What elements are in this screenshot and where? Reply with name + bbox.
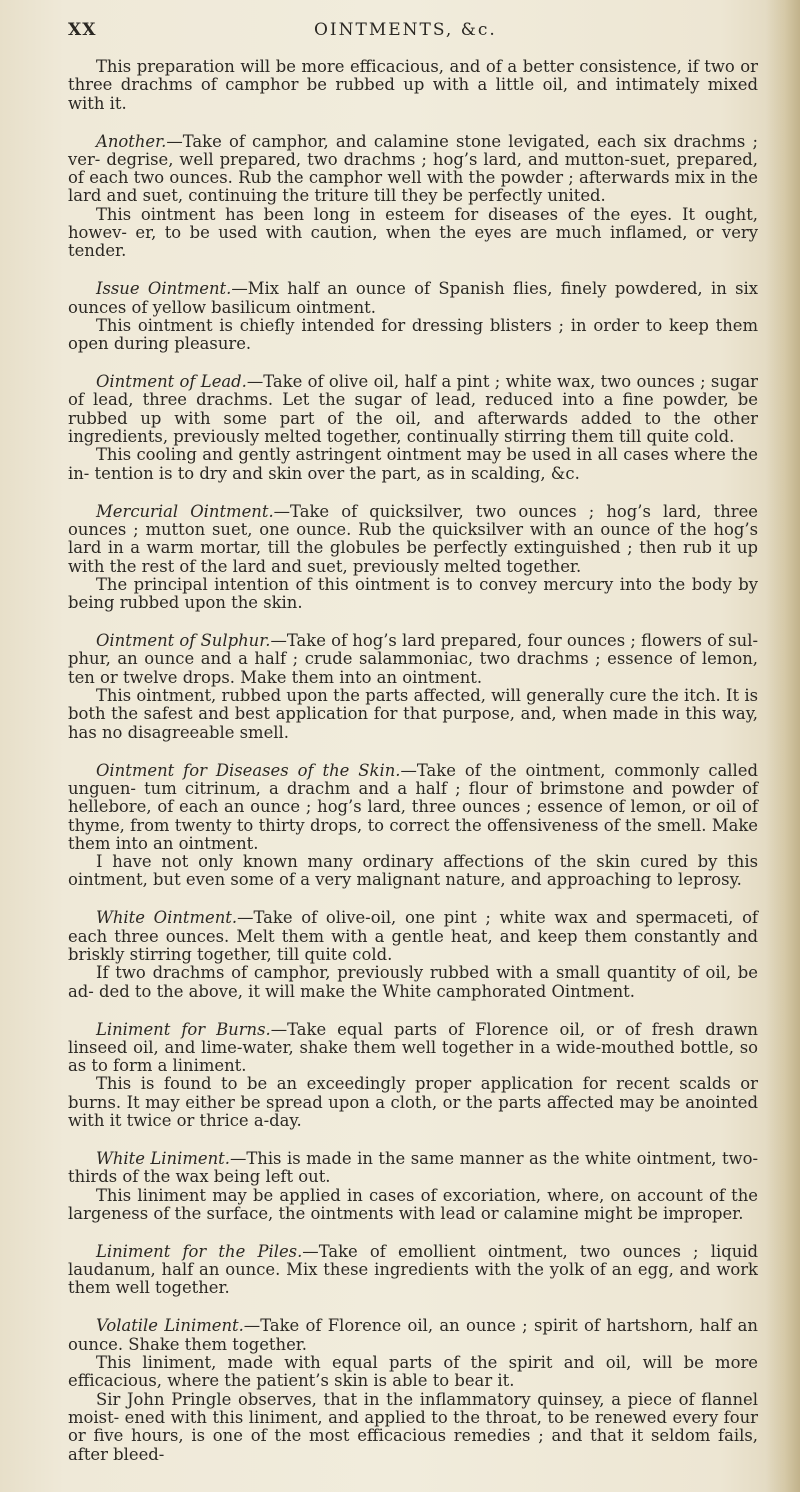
entry-text: This is found to be an exceedingly proper application for recent scalds or burns. It may either be spread upon a cloth, or the parts affected may be anointed with it twice or thrice a-day. — [68, 1074, 758, 1131]
page-number: XX — [68, 20, 97, 40]
entry-text: This cooling and gently astringent ointment may be used in all cases where the in- tention is to dry and skin over the part, as in scalding, &c. — [68, 445, 758, 483]
entry-text: This liniment may be applied in cases of excoriation, where, on account of the largeness of the surface, the ointments with lead or calamine might be improper. — [68, 1185, 758, 1223]
entry-note-paragraph — [68, 1354, 758, 1391]
entry-title: Volatile Liniment. — [96, 1316, 244, 1336]
entry-note-paragraph — [68, 576, 758, 613]
entry-paragraph — [68, 133, 758, 206]
entry-paragraph — [68, 632, 758, 687]
entry-text: —Take of olive-oil, one pint ; white wax and spermaceti, of each three ounces. Melt them with a gentle heat, and keep them constantly and briskly stirring together, till quite cold. — [68, 908, 759, 964]
entry-paragraph — [68, 1021, 758, 1076]
entry-paragraph — [68, 1150, 758, 1187]
recipe-entry — [68, 1150, 758, 1223]
entry-note-paragraph — [68, 1075, 758, 1130]
entry-paragraph — [68, 762, 758, 854]
entry-paragraph — [68, 1317, 758, 1354]
recipe-entry — [68, 1021, 758, 1131]
entry-text: This ointment has been long in esteem for diseases of the eyes. It ought, howev- er, to be used with caution, when the eyes are much inflamed, or very tender. — [68, 204, 758, 261]
entry-text: This ointment, rubbed upon the parts affected, will generally cure the itch. It is both the safest and best application for that purpose, and, when made in this way, has no disagreeable smell. — [68, 686, 758, 742]
recipe-entry — [68, 1243, 758, 1298]
entry-note-paragraph — [68, 1391, 758, 1464]
entry-note-paragraph — [68, 317, 758, 354]
entry-title: Issue Ointment. — [96, 279, 232, 299]
entry-text: —Take of quicksilver, two ounces ; hog’s lard, three ounces ; mutton suet, one ounce. Rub the quicksilver with an ounce of the hog’s lard in a warm mortar, till the globules be perfectly extinguished ; then rub it up with the rest of the lard and suet, previously melted together. — [68, 501, 758, 576]
recipe-entry — [68, 1317, 758, 1464]
entry-text: The principal intention of this ointment is to convey mercury into the body by being rubbed upon the skin. — [68, 574, 758, 613]
entry-text: —Take of hog’s lard prepared, four ounces ; flowers of sul- phur, an ounce and a half ; crude salammoniac, two drachms ; essence of lemon, ten or twelve drops. Make them into an ointment. — [68, 631, 758, 687]
entry-title: White Liniment. — [96, 1148, 230, 1168]
entry-text: If two drachms of camphor, previously rubbed with a small quantity of oil, be ad- ded to the above, it will make the White camphorated Ointment. — [68, 963, 758, 1001]
entry-paragraph — [68, 373, 758, 446]
running-head: OINTMENTS, &c. — [314, 20, 497, 40]
recipe-entry — [68, 280, 758, 353]
recipe-entry — [68, 632, 758, 742]
recipe-entry — [68, 373, 758, 483]
page-edge-shadow — [766, 0, 800, 1492]
recipe-entry — [68, 58, 758, 113]
entry-title: Liniment for Burns. — [96, 1019, 271, 1039]
entry-text: —Take equal parts of Florence oil, or of fresh drawn linseed oil, and lime-water, shake them well together in a wide-mouthed bottle, so as to form a liniment. — [68, 1019, 758, 1076]
body-text — [68, 58, 758, 1464]
entry-note-paragraph — [68, 964, 758, 1001]
entry-text: I have not only known many ordinary affections of the skin cured by this ointment, but even some of a very malignant nature, and approaching to leprosy. — [68, 852, 758, 890]
entry-title: Liniment for the Piles. — [96, 1241, 303, 1261]
entry-note-paragraph — [68, 853, 758, 890]
entry-paragraph — [68, 280, 758, 317]
entry-title: Ointment for Diseases of the Skin. — [96, 760, 401, 780]
entry-text: —Take of camphor, and calamine stone levigated, each six drachms ; ver- degrise, well prepared, two drachms ; hog’s lard, and mutton-suet, prepared, of each two ounces. Rub the camphor well with the powder ; afterwards mix in the lard and suet, continuing the triture till they be perfectly united. — [68, 131, 758, 206]
entry-text: —Take of emollient ointment, two ounces ; liquid laudanum, half an ounce. Mix these ingredients with the yolk of an egg, and work them well together. — [68, 1241, 758, 1298]
recipe-entry — [68, 503, 758, 613]
recipe-entry — [68, 133, 758, 261]
entry-text: —Mix half an ounce of Spanish flies, finely powdered, in six ounces of yellow basilicum ointment. — [68, 279, 759, 317]
entry-paragraph — [68, 503, 758, 576]
entry-note-paragraph — [68, 206, 758, 261]
entry-note-paragraph — [68, 1187, 758, 1224]
entry-text: —Take of Florence oil, an ounce ; spirit of hartshorn, half an ounce. Shake them together. — [68, 1316, 758, 1354]
entry-title: White Ointment. — [96, 908, 238, 928]
entry-text: This ointment is chiefly intended for dressing blisters ; in order to keep them open during pleasure. — [68, 315, 758, 354]
entry-note-paragraph — [68, 687, 758, 742]
entry-title: Ointment of Sulphur. — [96, 631, 271, 651]
entry-title: Mercurial Ointment. — [96, 501, 274, 521]
entry-text: This liniment, made with equal parts of the spirit and oil, will be more efficacious, where the patient’s skin is able to bear it. — [68, 1352, 758, 1391]
entry-text: —Take of olive oil, half a pint ; white wax, two ounces ; sugar of lead, three drachms. Let the sugar of lead, reduced into a fine powder, be rubbed up with some part of the oil, and afterwards added to the other ingredients, previously melted together, continually stirring them till quite cold. — [68, 372, 758, 447]
entry-text: —This is made in the same manner as the white ointment, two- thirds of the wax being left out. — [68, 1148, 758, 1187]
recipe-entry — [68, 762, 758, 890]
recipe-entry — [68, 909, 758, 1001]
entry-title: Another. — [96, 131, 167, 151]
entry-paragraph — [68, 58, 758, 113]
entry-text: This preparation will be more efficacious, and of a better consistence, if two or three drachms of camphor be rubbed up with a little oil, and intimately mixed with it. — [68, 57, 758, 113]
entry-paragraph — [68, 1243, 758, 1298]
entry-note-paragraph — [68, 446, 758, 483]
entry-title: Ointment of Lead. — [96, 372, 247, 392]
entry-text: Sir John Pringle observes, that in the inflammatory quinsey, a piece of flannel moist- ened with this liniment, and applied to the throat, to be renewed every four or five hours, is one of the most efficacious remedies ; and that it seldom fails, after bleed- — [68, 1389, 758, 1464]
entry-paragraph — [68, 909, 758, 964]
entry-text: —Take of the ointment, commonly called unguen- tum citrinum, a drachm and a half ; flour of brimstone and powder of hellebore, of each an ounce ; hog’s lard, three ounces ; essence of lemon, or oil of thyme, from twenty to thirty drops, to correct the offensiveness of the smell. Make them into an ointment. — [68, 760, 758, 853]
page-header — [68, 18, 758, 46]
